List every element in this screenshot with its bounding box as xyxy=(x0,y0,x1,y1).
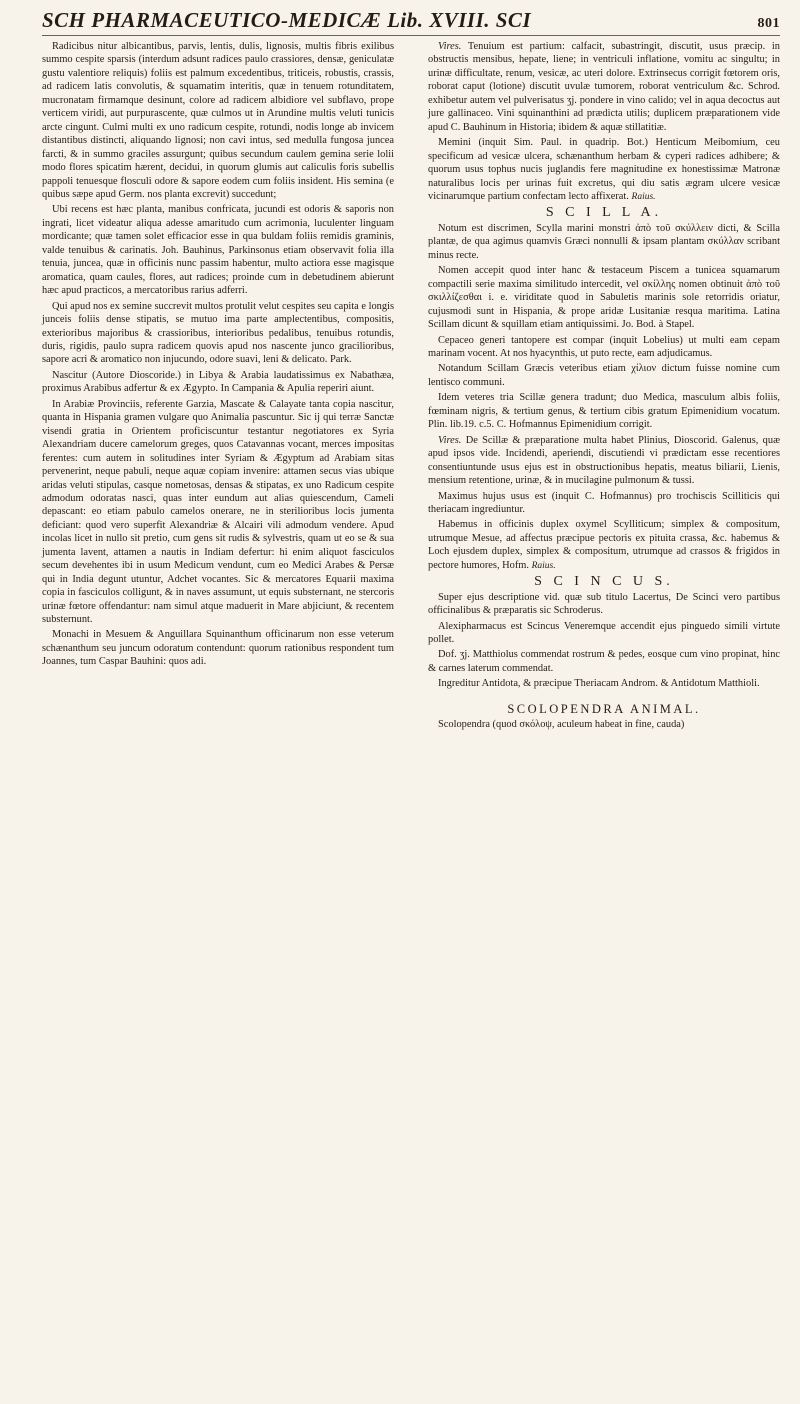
section-heading-scilla: S C I L L A. xyxy=(545,205,663,221)
vires-paragraph xyxy=(428,434,780,488)
paragraph xyxy=(428,136,780,204)
paragraph: Idem veteres tria Scillæ genera tradunt; duo Medica, masculum albis foliis, fœminam nigris, & tertium genus, & tertium cibis gratum Epimenidium vocatum. Plin. lib.19. c.5. C. Hofmannus Epimenidium corrigit. xyxy=(428,392,780,431)
paragraph: Notandum Scillam Græcis veteribus etiam χίλιον dictum fuisse nomine cum lentisco communi. xyxy=(428,363,780,388)
author-signature: Raius. xyxy=(631,191,656,202)
paragraph-text: Memini (inquit Sim. Paul. in quadrip. Bot.) Henticum Meibomium, ceu specificum ad vesicæ ulcera, schænanthum herbam & cyperi radices adhibere; & quorum usus tophus nucis juglandis fere magnitudine ex honestissimæ Matronæ naturalibus locis per urinas fuit excretus, qui diu satis ægram ulcere vesicæ vicinarumque partium confectam lecto affixerat. xyxy=(428,137,780,202)
page-number: 801 xyxy=(757,16,780,31)
paragraph: Qui apud nos ex semine succrevit multos protulit velut cespites seu capita e longis junceis foliis dense stipatis, se mutuo ima parte amplectentibus, compositis, exterioribus majoribus & crassioribus, interioribus pedalibus, tenuibus rotundis, duris, rigidis, paulo supra radicem quovis apud nos nascente junco gracilioribus, sapore acri & aromatico non injucundo, odore suavi, leni & delicato. Park. xyxy=(42,300,394,366)
right-column xyxy=(428,40,780,732)
paragraph: In Arabiæ Provinciis, referente Garzia, Mascate & Calayate tanta copia nascitur, quanta in Hispania gramen vulgare quo Animalia pascuntur. Sic ij qui terræ Sanctæ visendi gratia in Orientem proficiscuntur testantur negotiatores ex Syria Alexandriam ducere camelorum greges, quos Catavannas vocant, merces impositas ferentes: cum autem in solitudines inter Syriam & Ægyptum ad Arabiam sitas pervenerint, neque pabuli, neque aquæ copiam invenire: attamen secus vias ubique aridas veluti stipulas, casque nometosas, densas & stipatas, ex uno Radicum cespite admodum odoratas nasci, quas inter eundum aut alias quiescendum, Cameli depascant: eo etiam pabulo camelos onerare, ne in sterilioribus locis jumenta deficiant: quod vero superfit Alexandriæ & Alcairi vili admodum vendere. Apud incolas licet in nullo sit pretio, cum gens sit rudis & sylvestris, quam ut eo se & sua jumenta lavent, attamen a nautis in Indiam defertur: hi enim aliquot fasciculos secum devehentes ibi in usum Medicum vendunt, cum eo Medici Arabes & Persæ qui in India degunt utuntur, Adchet vocantes. Sic & mercatores Equarii maxima copia in fasciculos colligunt, & in naves assumunt, ut equis substernant, ne stercoris urinæ fœtore offendantur: nam simul atque maduerit in Mare abjiciunt, & recentem substernunt. xyxy=(42,398,394,626)
paragraph: Nomen accepit quod inter hanc & testaceum Piscem a tunicea squamarum compactili serie maxima similitudo intercedit, vel σκίλλης nomen obtinuit ἀπὸ τοῦ σκιλλίζεσθαι i. e. viriditate quod in Sabuletis marinis sole retorridis oriatur, cujusmodi sunt in Hispania, & prope aridæ Lusitaniæ resqua maritima. Latina Scillam dicunt & squillam etiam antiquissimi. Jo. Bod. à Stapel. xyxy=(428,265,780,331)
vires-label: Vires. xyxy=(438,41,462,52)
paragraph: Monachi in Mesuem & Anguillara Squinanthum officinarum non esse veterum schænanthum seu juncum odoratum contendunt: quorum rationibus respondent tum Joannes, tum Caspar Bauhini: quos adi. xyxy=(42,629,394,668)
paragraph xyxy=(428,518,780,573)
text-columns xyxy=(42,40,780,732)
left-column xyxy=(42,40,394,732)
paragraph: Notum est discrimen, Scylla marini monstri ἀπὸ τοῦ σκύλλειν dicti, & Scilla plantæ, de qua agimus quamvis Græci nonnulli & ipsam plantam σκύλλαν scribant minus recte. xyxy=(428,222,780,261)
section-heading-scincus: S C I N C U S. xyxy=(534,574,674,590)
vires-label: Vires. xyxy=(438,434,462,446)
paragraph: Scolopendra (quod σκόλοψ, aculeum habeat in fine, cauda) xyxy=(438,719,685,731)
vires-text: De Scillæ & præparatione multa habet Plinius, Dioscorid. Galenus, quæ apud ipsos vide. Incidendi, aperiendi, discutiendi vi prædictam esse recentiores consentiuntunde usus ejus est in obstructionibus hepatis, meatus biliarii, Lienis, mensium retentione, urinæ, & in mucilagine pulmonum & tussi. xyxy=(428,434,780,487)
paragraph: Cepaceo generi tantopere est compar (inquit Lobelius) ut multi eam cepam marinam vocent. At nos hyacynthis, ut puto recte, eam adjudicamus. xyxy=(428,334,780,359)
running-title: SCH PHARMACEUTICO-MEDICÆ Lib. XVIII. SCI xyxy=(42,8,532,32)
paragraph: Dof. ʒj. Matthiolus commendat rostrum & pedes, eosque cum vino propinat, hinc & carnes laterum commendat. xyxy=(428,649,780,674)
paragraph: Ubi recens est hæc planta, manibus confricata, jucundi est odoris & saporis non ingrati, licet videatur aliqua adesse amaritudo cum acrimonia, luculenter linguam mordicante; quæ tamen solet efficacior esse in qua buldam foliis remidis graminis, valde tenuibus & carinatis. Joh. Bauhinus, Parkinsonus etiam observavit folia illa tenuia, juncea, quæ in officinis nunc passim habentur, multo actiora esse magisque aromatica, quam caules, flores, aut radices; proinde cum in debetudinem abierunt hæc apud practicos, a mercatoribus rarius adferri. xyxy=(42,204,394,297)
author-signature: Raius. xyxy=(531,560,556,571)
section-heading-scolopendra: SCOLOPENDRA ANIMAL. xyxy=(507,701,701,716)
paragraph: Super ejus descriptione vid. quæ sub titulo Lacertus, De Scinci vero partibus officinalibus & præparatis sic Schroderus. xyxy=(428,591,780,617)
vires-text: Tenuium est partium: calfacit, subastringit, discutit, usus præcip. in obstructis mensibus, hepate, liene; in ventriculi inflatione, vomitu ac singultu; in urinæ difficultate, renum, vesicæ, ac uteri dolore. Extrinsecus corrigit fœtorem oris, roborat caput (lotione) discutit uvulæ tumorem, roborat ventriculum &c. Schrod. exhibetur autem vel pulverisatus ʒj. pondere in vino calido; vel in aqua decoctus aut jure gallinaceo. Vini squinanthini ad prædicta utilis; duplicem præparationem vide apud C. Bauhinum in Historia; ibidem & aquæ stillatitiæ. xyxy=(428,41,780,133)
vires-paragraph xyxy=(428,40,780,134)
paragraph-text: Habemus in officinis duplex oxymel Scylliticum; simplex & compositum, utrumque Mesue, ad affectus præcipue pectoris ex pituita crassa, &c. habemus & Loch ejusdem duplex, simplex & compositum, utrumque ad crassos & frigidos in pectore humores, Hofm. xyxy=(428,519,780,571)
paragraph: Ingreditur Antidota, & præcipue Theriacam Androm. & Antidotum Matthioli. xyxy=(438,678,760,690)
paragraph: Alexipharmacus est Scincus Veneremque accendit ejus pinguedo simili virtute pollet. xyxy=(428,620,780,646)
running-header xyxy=(42,8,780,36)
paragraph: Maximus hujus usus est (inquit C. Hofmannus) pro trochiscis Scilliticis qui theriacam ingrediuntur. xyxy=(428,490,780,515)
paragraph: Radicibus nitur albicantibus, parvis, lentis, dulis, lignosis, multis fibris exilibus summo cespite sparsis (interdum adsunt radices paulo crassiores, densæ, geniculatæ gustu valentiore reliquis) foliis est palmum excedentibus, triticeis, robustis, crassis, ad radicem latis convolutis, & squamatim interitis, quæ in tenuem rotunditatem, mucronatam firmamque desinunt, colore ad radicem albidiore vel subflavo, prope verticem viridi, aut purpurascente, quæ culmos ut in Arundine multis veluti tunicis arcte cingunt. Culmi multi ex uno radicum cespite, rotundi, nodis longe ab invicem distantibus distincti, aliquando lignosi; non cavi intus, sed medulla fungosa juncea farcti, & in summo graciles assurgunt; quibus secundum caulem gemina serie lolii modo flores spicatim hærent, decidui, in quorum glumis aut caliculis foris subellis pappoli tenuesque flosculi odore & sapore eodem cum foliis insident. His semina (e quibus sæpe apud Germ. nos planta excrevit) succedunt; xyxy=(42,41,394,200)
paragraph: Nascitur (Autore Dioscoride.) in Libya & Arabia laudatissimus ex Nabathæa, proximus Arabibus adfertur & ex Ægypto. In Campania & Apulia reperiri aiunt. xyxy=(42,369,394,395)
